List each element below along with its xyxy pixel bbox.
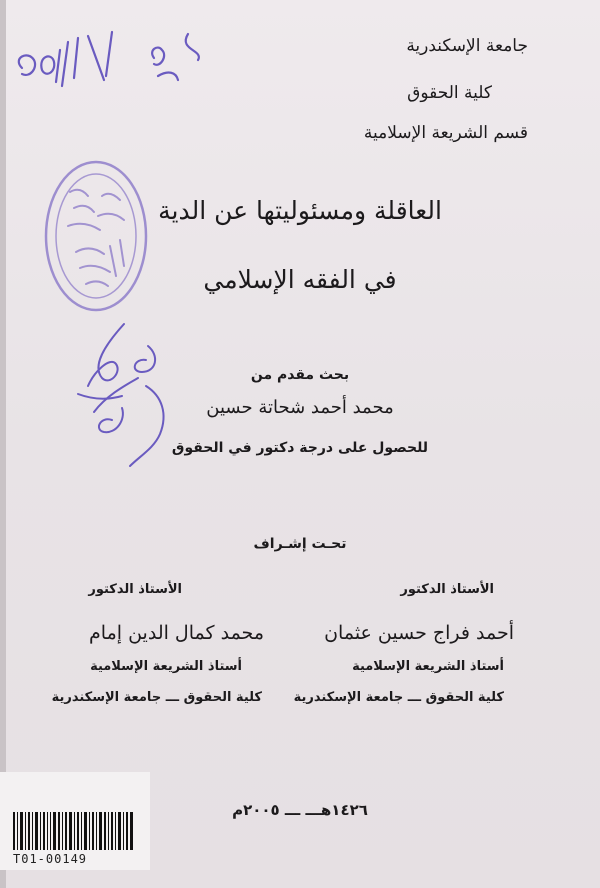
submission-date: ١٤٢٦هـــ ـــ ٢٠٠٥م	[232, 801, 368, 819]
supervisor-1-name: أحمد فراج حسين عثمان	[324, 622, 514, 644]
degree-purpose: للحصول على درجة دكتور في الحقوق	[171, 440, 429, 456]
supervisor-2-name: محمد كمال الدين إمام	[89, 622, 264, 644]
submitted-by-label: بحث مقدم من	[250, 367, 350, 383]
handwritten-number	[8, 20, 208, 100]
supervision-heading: تحـت إشـراف	[253, 536, 347, 552]
thesis-title-line2: في الفقه الإسلامي	[203, 265, 397, 294]
university-name: جامعة الإسكندرية	[406, 36, 528, 56]
author-name: محمد أحمد شحاتة حسين	[206, 397, 394, 418]
faculty-name: كلية الحقوق	[407, 83, 492, 103]
supervisor-2-position: أستاذ الشريعة الإسلامية	[90, 659, 242, 674]
supervisor-1-affiliation: كلية الحقوق ـــ جامعة الإسكندرية	[293, 690, 504, 705]
department-name: قسم الشريعة الإسلامية	[363, 123, 528, 143]
barcode-icon	[13, 812, 133, 850]
supervisor-1-title: الأستاذ الدكتور	[400, 582, 494, 597]
supervisor-2-affiliation: كلية الحقوق ـــ جامعة الإسكندرية	[51, 690, 262, 705]
supervisor-2-title: الأستاذ الدكتور	[88, 582, 182, 597]
barcode-id: T01-00149	[13, 852, 88, 866]
supervisor-1-position: أستاذ الشريعة الإسلامية	[352, 659, 504, 674]
thesis-title-line1: العاقلة ومسئوليتها عن الدية	[158, 196, 442, 225]
